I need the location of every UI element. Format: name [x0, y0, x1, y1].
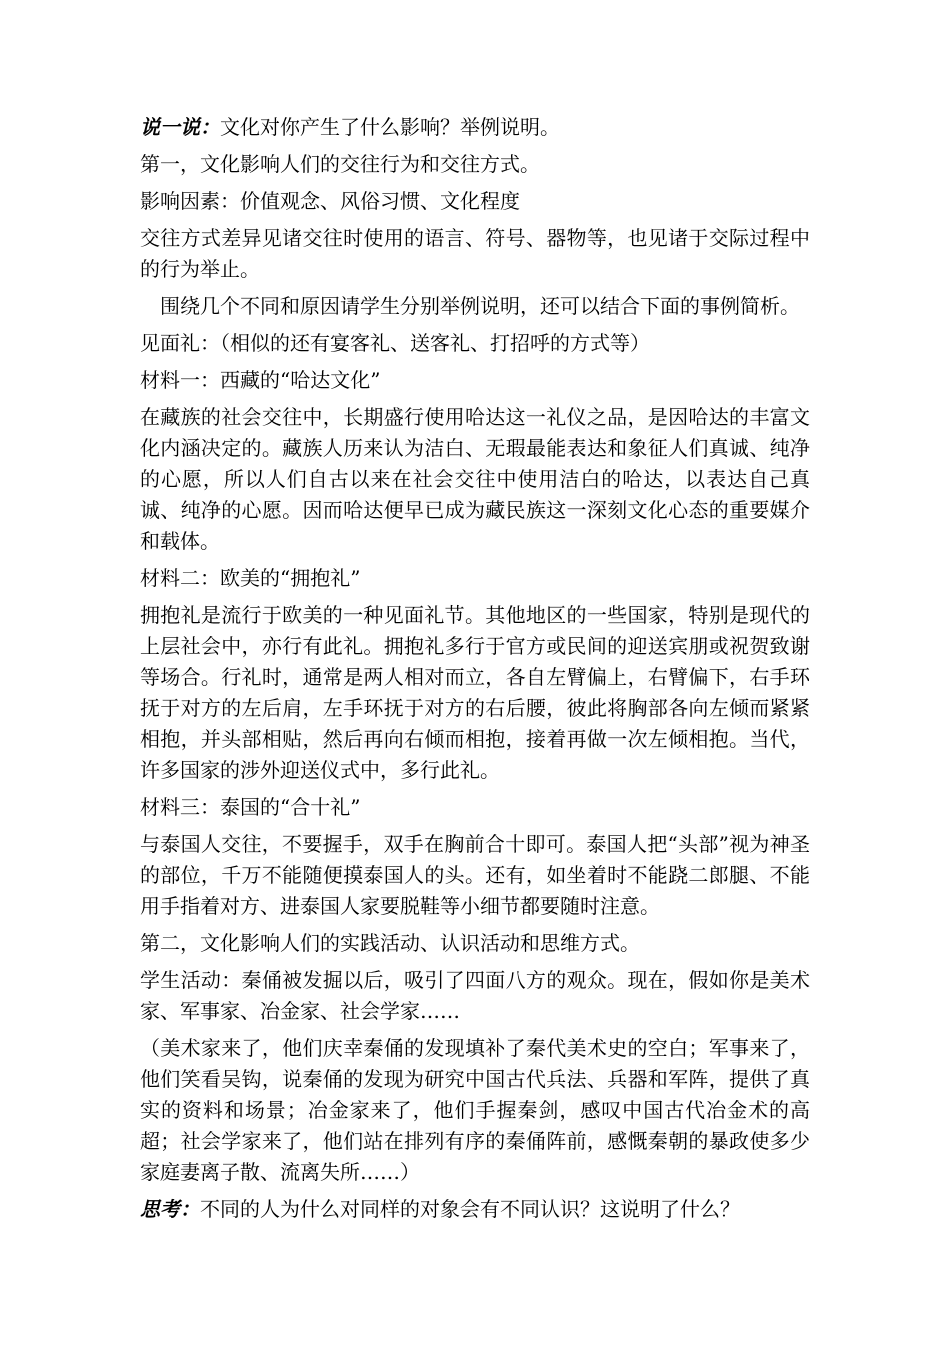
document-body	[140, 112, 810, 1231]
activity-answer: （美术家来了，他们庆幸秦俑的发现填补了秦代美术史的空白；军事来了，他们笑看吴钩，说秦俑的发现为研究中国古代兵法、兵器和军阵，提供了真实的资料和场景；冶金家来了，他们手握秦剑，感叹中国古代冶金术的高超；社会学家来了，他们站在排列有序的秦俑阵前，感慨秦朝的暴政使多少家庭妻离子散、流离失所……）	[140, 1036, 810, 1184]
material-three-title: 材料三：泰国的“合十礼”	[140, 795, 361, 819]
material-two-title: 材料二：欧美的“拥抱礼”	[140, 566, 361, 590]
prompt-think	[140, 1194, 810, 1225]
prompt-discuss	[140, 112, 810, 143]
material-one-text: 在藏族的社会交往中，长期盛行使用哈达这一礼仪之品，是因哈达的丰富文化内涵决定的。藏族人历来认为洁白、无瑕最能表达和象征人们真诚、纯净的心愿，所以人们自古以来在社会交往中使用洁白的哈达，以表达自己真诚、纯净的心愿。因而哈达便早已成为藏民族这一深刻文化心态的重要媒介和载体。	[140, 405, 810, 553]
material-one-title: 材料一：西藏的“哈达文化”	[140, 368, 381, 392]
prompt-discuss-label: 说一说：	[140, 115, 220, 139]
teaching-note: 围绕几个不同和原因请学生分别举例说明，还可以结合下面的事例简析。	[160, 294, 800, 318]
prompt-discuss-text: 文化对你产生了什么影响？举例说明。	[220, 115, 560, 139]
material-three-text: 与泰国人交往，不要握手，双手在胸前合十即可。泰国人把“头部”视为神圣的部位，千万不能随便摸泰国人的头。还有，如坐着时不能跷二郎腿、不能用手指着对方、进泰国人家要脱鞋等小细节都要随时注意。	[140, 832, 810, 918]
student-activity: 学生活动：秦俑被发掘以后，吸引了四面八方的观众。现在，假如你是美术家、军事家、冶金家、社会学家……	[140, 968, 810, 1023]
point-one: 第一，文化影响人们的交往行为和交往方式。	[140, 152, 540, 176]
greeting-etiquette: 见面礼：（相似的还有宴客礼、送客礼、打招呼的方式等）	[140, 331, 650, 355]
material-two-text: 拥抱礼是流行于欧美的一种见面礼节。其他地区的一些国家，特别是现代的上层社会中，亦行有此礼。拥抱礼多行于官方或民间的迎送宾朋或祝贺致谢等场合。行礼时，通常是两人相对而立，各自左臂偏上，右臂偏下，右手环抚于对方的左后肩，左手环抚于对方的右后腰，彼此将胸部各向左倾而紧紧相抱，并头部相贴，然后再向右倾而相抱，接着再做一次左倾相抱。当代，许多国家的涉外迎送仪式中，多行此礼。	[140, 603, 810, 782]
interaction-differences: 交往方式差异见诸交往时使用的语言、符号、器物等，也见诸于交际过程中的行为举止。	[140, 226, 810, 281]
influence-factors: 影响因素：价值观念、风俗习惯、文化程度	[140, 189, 520, 213]
prompt-think-label: 思考：	[140, 1197, 200, 1221]
prompt-think-text: 不同的人为什么对同样的对象会有不同认识？这说明了什么？	[200, 1197, 740, 1221]
point-two: 第二，文化影响人们的实践活动、认识活动和思维方式。	[140, 931, 640, 955]
